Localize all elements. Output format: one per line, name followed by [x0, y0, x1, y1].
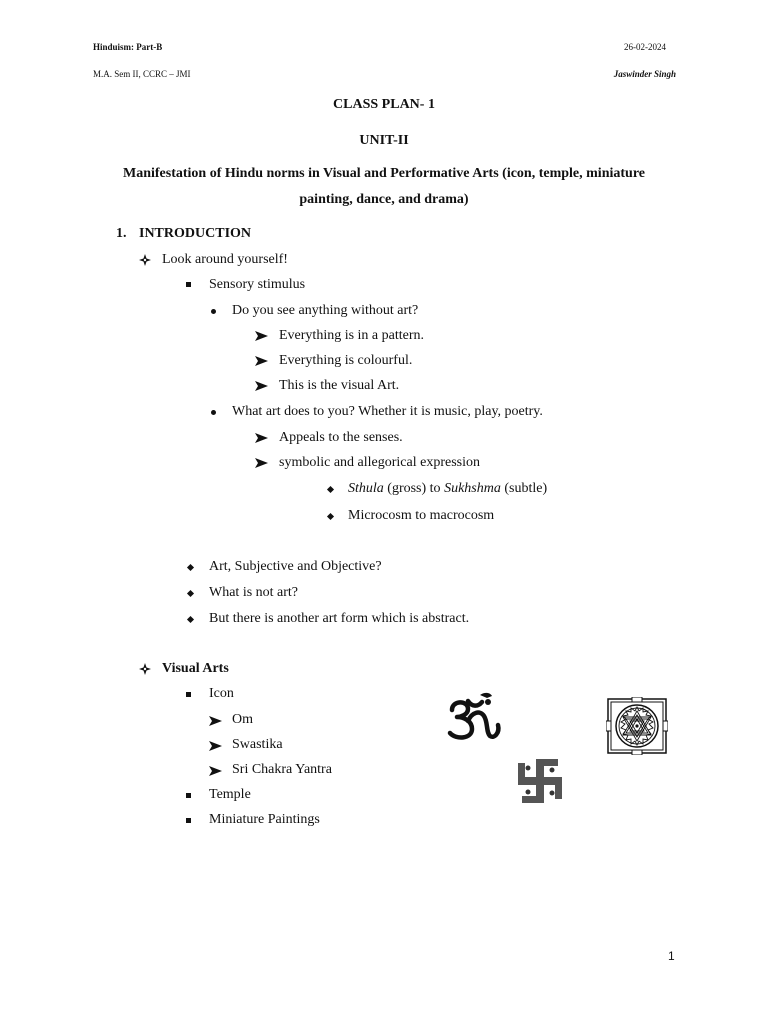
subtle-text: (subtle) — [500, 481, 548, 496]
icon-sri-chakra: Sri Chakra Yantra — [232, 762, 332, 777]
arrow-bullet-icon — [255, 355, 269, 367]
q2-point-1: Appeals to the senses. — [279, 430, 403, 445]
q1-point-3: This is the visual Art. — [279, 378, 400, 393]
arrow-bullet-icon — [209, 715, 223, 727]
gross-text: (gross) to — [383, 481, 445, 496]
section-number: 1. — [116, 226, 127, 241]
course-title: Hinduism: Part-B — [93, 42, 163, 52]
page-number: 1 — [668, 949, 675, 963]
arrow-bullet-icon — [255, 380, 269, 392]
diamond-bullet-icon — [187, 564, 194, 571]
sri-chakra-yantra-icon — [606, 697, 668, 755]
program-info: M.A. Sem II, CCRC – JMI — [93, 69, 191, 79]
extra-point-3: But there is another art form which is abstract. — [209, 611, 470, 626]
microcosm-text: Microcosm to macrocosm — [348, 508, 495, 523]
miniature-item: Miniature Paintings — [209, 812, 320, 827]
square-bullet-icon — [186, 818, 191, 823]
sthula-line — [348, 481, 547, 497]
extra-point-1: Art, Subjective and Objective? — [209, 559, 382, 574]
arrow-bullet-icon — [255, 457, 269, 469]
arrow-bullet-icon — [209, 740, 223, 752]
q1-point-2: Everything is colourful. — [279, 353, 413, 368]
arrow-bullet-icon — [209, 765, 223, 777]
header-date: 26-02-2024 — [624, 42, 666, 52]
icon-om: Om — [232, 712, 253, 727]
section-heading: INTRODUCTION — [139, 226, 252, 241]
q2-point-2: symbolic and allegorical expression — [279, 455, 480, 470]
sensory-text: Sensory stimulus — [209, 277, 306, 292]
diamond-bullet-icon — [327, 486, 334, 493]
sthula-term: Sthula — [348, 481, 384, 496]
arrow-bullet-icon — [255, 330, 269, 342]
q1-point-1: Everything is in a pattern. — [279, 328, 425, 343]
diamond-bullet-icon — [327, 513, 334, 520]
temple-item: Temple — [209, 787, 251, 802]
sukhshma-term: Sukhshma — [444, 481, 501, 496]
unit-title: UNIT-II — [359, 133, 409, 148]
dot-bullet-icon — [211, 410, 216, 415]
look-around-text: Look around yourself! — [162, 252, 288, 267]
om-symbol-icon — [446, 692, 502, 744]
class-plan-title: CLASS PLAN- 1 — [333, 97, 435, 112]
question-1-text: Do you see anything without art? — [232, 303, 419, 318]
extra-point-2: What is not art? — [209, 585, 299, 600]
square-bullet-icon — [186, 793, 191, 798]
author-name: Jaswinder Singh — [613, 69, 676, 79]
subject-line-2: painting, dance, and drama) — [299, 192, 469, 207]
square-bullet-icon — [186, 692, 191, 697]
swastika-icon — [514, 755, 566, 807]
dot-bullet-icon — [211, 309, 216, 314]
icon-item: Icon — [209, 686, 234, 701]
visual-arts-heading: Visual Arts — [162, 661, 229, 676]
arrow-bullet-icon — [255, 432, 269, 444]
subject-line-1: Manifestation of Hindu norms in Visual and Performative Arts (icon, temple, miniature — [123, 166, 645, 181]
icon-swastika: Swastika — [232, 737, 283, 752]
fleuron-bullet-icon — [139, 663, 151, 675]
diamond-bullet-icon — [187, 616, 194, 623]
fleuron-bullet-icon — [139, 254, 151, 266]
square-bullet-icon — [186, 282, 191, 287]
question-2-text: What art does to you? Whether it is music, play, poetry. — [232, 404, 543, 419]
diamond-bullet-icon — [187, 590, 194, 597]
